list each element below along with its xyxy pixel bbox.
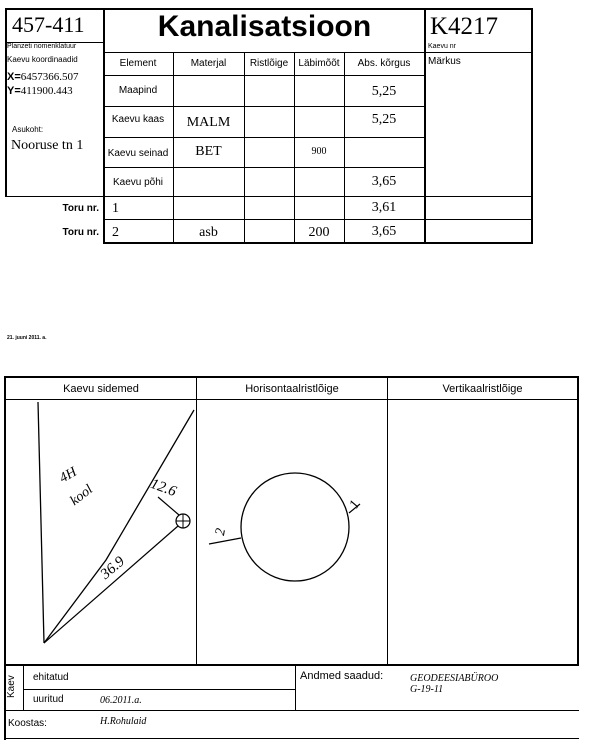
sketch-label-1: 4H — [57, 464, 80, 487]
row-element: Maapind — [118, 85, 158, 96]
pipe-height: 3,65 — [371, 224, 397, 239]
data-value-1: GEODEESIABÜROO — [410, 673, 499, 684]
col-header-element: Element — [119, 58, 157, 69]
compiled-value: H.Rohulaid — [100, 716, 147, 727]
connections-sketch — [6, 400, 196, 664]
compiled-label: Koostas: — [8, 718, 47, 729]
row-diameter: 900 — [311, 146, 327, 157]
sketch-label-2: kool — [67, 482, 96, 509]
col-title-horizontal: Horisontaalristlõige — [245, 383, 339, 395]
built-label: ehitatud — [33, 672, 69, 683]
pipe-mark-1: 1 — [346, 497, 364, 512]
row-material: BET — [195, 144, 222, 159]
coord-x-value: 6457366.507 — [20, 71, 79, 83]
col-header-section: Ristlõige — [249, 58, 289, 69]
dim-label-1: 12.6 — [148, 476, 179, 501]
coord-y-label: Y= — [7, 85, 21, 97]
pipe-number: 1 — [112, 201, 119, 216]
row-height: 5,25 — [371, 84, 397, 99]
pipe-label: Toru nr. — [62, 203, 99, 214]
data-value-2: G-19-11 — [410, 684, 444, 695]
row-element: Kaevu kaas — [111, 114, 165, 125]
pipe-material: asb — [199, 225, 218, 240]
side-label-text: Kaev — [6, 675, 17, 698]
col-header-diameter: Läbimõõt — [298, 58, 340, 69]
row-element: Kaevu seinad — [107, 148, 169, 159]
location-value: Nooruse tn 1 — [11, 138, 84, 153]
surveyed-value: 06.2011.a. — [100, 695, 142, 706]
coord-x-label: X= — [7, 71, 21, 83]
date-stamp: 21. juuni 2011. a. — [7, 335, 47, 341]
row-height: 3,65 — [371, 174, 397, 189]
row-element: Kaevu põhi — [112, 177, 164, 188]
well-caption: Kaevu nr — [428, 43, 457, 50]
row-material: MALM — [186, 115, 231, 130]
page-title: Kanalisatsioon — [157, 10, 372, 43]
surveyed-label: uuritud — [33, 694, 64, 705]
coord-y — [7, 85, 73, 97]
coords-label: Kaevu koordinaadid — [7, 55, 78, 64]
pipe-label: Toru nr. — [62, 227, 99, 238]
col-header-notes: Märkus — [428, 56, 461, 67]
pipe-height: 3,61 — [371, 200, 397, 215]
col-header-material: Materjal — [190, 58, 227, 69]
coord-x — [7, 71, 79, 83]
pipe-mark-2: 2 — [213, 527, 230, 537]
well-number: K4217 — [430, 13, 499, 40]
col-header-height: Abs. kõrgus — [357, 58, 411, 69]
well-circle — [241, 473, 349, 581]
pipe-diameter: 200 — [308, 225, 330, 240]
location-label: Asukoht: — [12, 125, 44, 134]
plan-number: 457-411 — [12, 12, 85, 37]
row-height: 5,25 — [371, 112, 397, 127]
plan-caption: Planzeti nomenklatuur — [7, 43, 77, 50]
data-label: Andmed saadud: — [300, 670, 384, 682]
pipe-number: 2 — [112, 225, 119, 240]
col-title-connections: Kaevu sidemed — [63, 383, 139, 395]
col-title-vertical: Vertikaalristlõige — [442, 383, 523, 395]
dim-label-2: 36.9 — [97, 553, 129, 583]
coord-y-value: 411900.443 — [20, 85, 73, 97]
